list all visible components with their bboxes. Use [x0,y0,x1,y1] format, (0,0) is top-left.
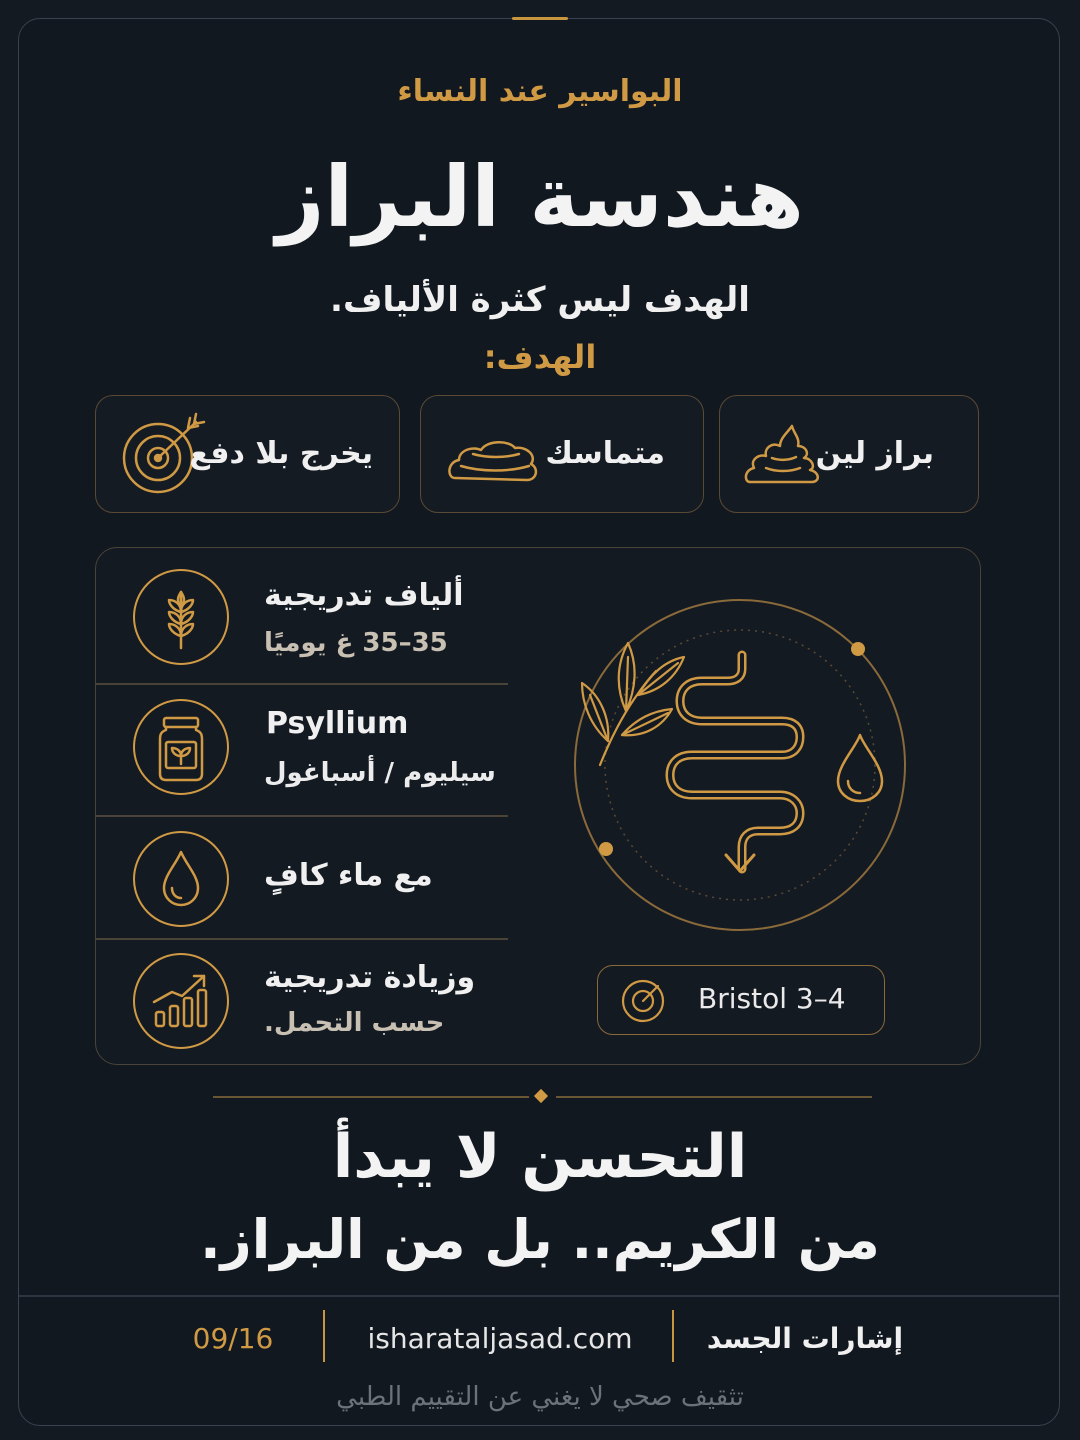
tip-title-psyllium: Psyllium [266,706,409,741]
quote-line-2: من الكريم.. بل من البراز. [200,1208,880,1271]
growth-chart-icon [132,952,230,1050]
row-divider [96,938,508,940]
tip-title-water: مع ماء كافٍ [264,858,433,893]
wheat-icon [132,568,230,666]
jar-icon [132,698,230,796]
footer-separator [672,1310,674,1362]
row-divider [96,815,508,817]
tip-row-fiber [96,566,508,684]
footer-brand: إشارات الجسد [706,1322,904,1355]
bristol-label: Bristol 3–4 [698,982,846,1015]
goal-label-no-straining: يخرج بلا دفع [189,436,373,471]
footer-divider [19,1295,1059,1297]
bristol-badge [597,965,885,1035]
water-drop-icon [132,830,230,928]
goal-card-no-straining [95,395,400,513]
soft-stool-icon [742,418,822,490]
quote-line-1: التحسن لا يبدأ [332,1122,748,1192]
row-divider [96,683,508,685]
tip-sub-psyllium: سيليوم / أسباغول [264,758,496,788]
goal-label: الهدف: [483,338,597,376]
subtitle: الهدف ليس كثرة الألياف. [330,280,750,320]
tip-sub-gradual: حسب التحمل. [264,1008,445,1038]
separator-line [213,1096,529,1098]
tip-title-gradual: وزيادة تدريجية [264,960,476,995]
tip-sub-fiber: 35–35 غ يوميًا [264,628,448,658]
page-number: 09/16 [192,1322,274,1355]
intestine-icon [560,585,920,945]
goal-card-formed [420,395,704,513]
top-accent-bar [512,17,568,20]
goal-label-formed: متماسك [545,436,665,471]
tip-row-gradual [96,950,508,1060]
footer-separator [323,1310,325,1362]
formed-stool-icon [447,422,539,488]
goal-label-soft: براز لين [815,436,934,471]
tip-row-psyllium [96,696,508,814]
tip-title-fiber: ألياف تدريجية [264,578,464,613]
goal-card-soft [719,395,979,513]
page-title: هندسة البراز [276,148,804,246]
tip-row-water [96,828,508,928]
disclaimer: تثقيف صحي لا يغني عن التقييم الطبي [336,1382,744,1412]
kicker: البواسير عند النساء [397,74,683,109]
target-icon [620,978,666,1024]
separator-line [556,1096,872,1098]
footer-website[interactable]: isharataljasad.com [367,1322,633,1355]
